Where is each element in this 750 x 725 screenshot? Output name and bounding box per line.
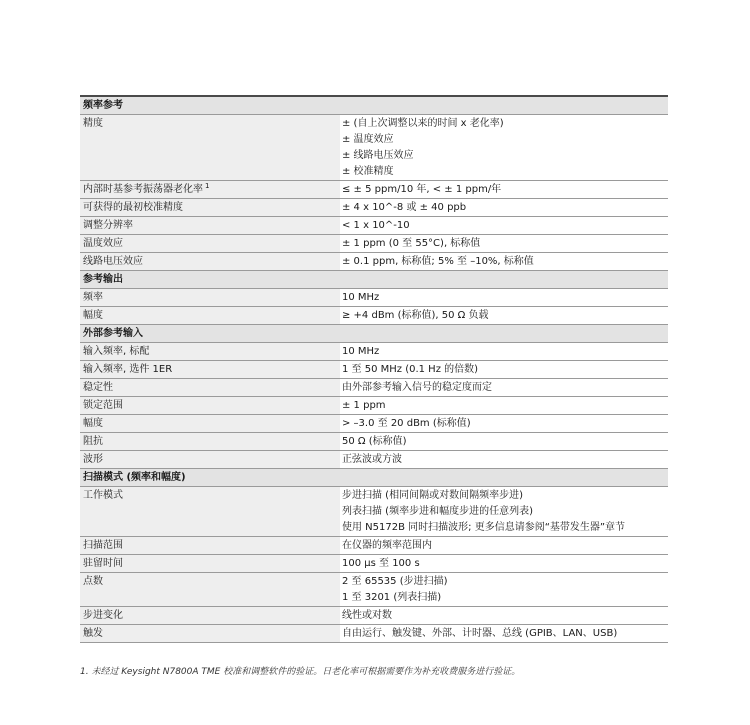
spec-value: ± 1 ppm <box>342 400 386 411</box>
spec-value-cell <box>340 537 668 555</box>
spec-label: 点数 <box>83 576 103 587</box>
spec-value: ± 1 ppm (0 至 55°C), 标称值 <box>342 238 481 249</box>
spec-label: 可获得的最初校准精度 <box>83 202 183 213</box>
spec-value: ± 0.1 ppm, 标称值; 5% 至 –10%, 标称值 <box>342 256 534 267</box>
spec-label: 稳定性 <box>83 382 113 393</box>
spec-value: 自由运行、触发键、外部、计时器、总线 (GPIB、LAN、USB) <box>342 628 618 639</box>
spec-label-cell <box>80 379 340 397</box>
spec-label-cell <box>80 397 340 415</box>
spec-row <box>80 289 668 307</box>
spec-value: ± 线路电压效应 <box>342 150 414 161</box>
spec-label-cell <box>80 307 340 325</box>
section-title: 扫描模式 (频率和幅度) <box>80 469 668 487</box>
spec-row <box>80 451 668 469</box>
spec-value: ≥ +4 dBm (标称值), 50 Ω 负载 <box>342 310 489 321</box>
spec-label-cell <box>80 555 340 573</box>
spec-row <box>80 115 668 181</box>
section-title: 频率参考 <box>80 96 668 115</box>
spec-row <box>80 307 668 325</box>
spec-label-cell <box>80 343 340 361</box>
spec-label-cell <box>80 537 340 555</box>
spec-value: 使用 N5172B 同时扫描波形; 更多信息请参阅“基带发生器”章节 <box>342 522 626 533</box>
spec-label: 驻留时间 <box>83 558 123 569</box>
spec-value-cell <box>340 487 668 537</box>
spec-value-cell <box>340 415 668 433</box>
spec-value: ± (自上次调整以来的时间 x 老化率) <box>342 118 504 129</box>
spec-value-cell <box>340 181 668 199</box>
spec-value: ≤ ± 5 ppm/10 年, < ± 1 ppm/年 <box>342 184 502 195</box>
spec-label-cell <box>80 199 340 217</box>
spec-label: 波形 <box>83 454 103 465</box>
spec-value: 1 至 3201 (列表扫描) <box>342 592 442 603</box>
spec-value: 1 至 50 MHz (0.1 Hz 的倍数) <box>342 364 479 375</box>
spec-label: 幅度 <box>83 418 103 429</box>
spec-row <box>80 397 668 415</box>
spec-row <box>80 573 668 607</box>
spec-value: 线性或对数 <box>342 610 392 621</box>
spec-label: 步进变化 <box>83 610 123 621</box>
spec-value-cell <box>340 307 668 325</box>
spec-value: 10 MHz <box>342 292 380 303</box>
spec-row <box>80 217 668 235</box>
spec-value: 50 Ω (标称值) <box>342 436 407 447</box>
spec-value: 由外部参考输入信号的稳定度而定 <box>342 382 492 393</box>
spec-label: 幅度 <box>83 310 103 321</box>
spec-value-cell <box>340 379 668 397</box>
spec-label-cell <box>80 451 340 469</box>
spec-label: 触发 <box>83 628 103 639</box>
spec-value-cell <box>340 573 668 607</box>
spec-value: ± 4 x 10^-8 或 ± 40 ppb <box>342 202 467 213</box>
spec-label: 线路电压效应 <box>83 256 143 267</box>
section-header <box>80 271 668 289</box>
spec-row <box>80 343 668 361</box>
spec-label: 扫描范围 <box>83 540 123 551</box>
spec-value-cell <box>340 343 668 361</box>
footnote: 1. 未经过 Keysight N7800A TME 校准和调整软件的验证。日老化率可根据需要作为补充收费服务进行验证。 <box>80 667 521 677</box>
spec-value: > –3.0 至 20 dBm (标称值) <box>342 418 471 429</box>
spec-label-cell <box>80 433 340 451</box>
spec-value-cell <box>340 433 668 451</box>
spec-row <box>80 555 668 573</box>
spec-value: 2 至 65535 (步进扫描) <box>342 576 448 587</box>
spec-value: < 1 x 10^-10 <box>342 220 410 231</box>
spec-row <box>80 607 668 625</box>
spec-label-cell <box>80 217 340 235</box>
spec-label-cell <box>80 625 340 643</box>
section-title: 外部参考输入 <box>80 325 668 343</box>
spec-row <box>80 415 668 433</box>
spec-label-cell <box>80 361 340 379</box>
spec-value: 在仪器的频率范围内 <box>342 540 432 551</box>
spec-value-cell <box>340 253 668 271</box>
spec-label-cell <box>80 115 340 181</box>
spec-table <box>80 95 668 643</box>
spec-label: 温度效应 <box>83 238 123 249</box>
spec-label-cell <box>80 607 340 625</box>
spec-label: 锁定范围 <box>83 400 123 411</box>
spec-value: 步进扫描 (相同间隔或对数间隔频率步进) <box>342 490 523 501</box>
spec-row <box>80 361 668 379</box>
spec-value-cell <box>340 199 668 217</box>
spec-label: 精度 <box>83 118 103 129</box>
spec-value-cell <box>340 115 668 181</box>
spec-value-cell <box>340 625 668 643</box>
spec-row <box>80 433 668 451</box>
section-header <box>80 325 668 343</box>
spec-value: ± 校准精度 <box>342 166 394 177</box>
spec-value-cell <box>340 397 668 415</box>
spec-row <box>80 235 668 253</box>
spec-label: 阻抗 <box>83 436 103 447</box>
spec-value: 列表扫描 (频率步进和幅度步进的任意列表) <box>342 506 533 517</box>
section-header <box>80 469 668 487</box>
spec-row <box>80 625 668 643</box>
spec-value-cell <box>340 289 668 307</box>
spec-label: 调整分辨率 <box>83 220 133 231</box>
spec-label-cell <box>80 253 340 271</box>
spec-value-cell <box>340 607 668 625</box>
footnote-marker: 1 <box>205 182 210 190</box>
spec-row <box>80 487 668 537</box>
spec-value-cell <box>340 451 668 469</box>
spec-label: 内部时基参考振荡器老化率 <box>83 184 203 195</box>
spec-row <box>80 379 668 397</box>
spec-value: 正弦波或方波 <box>342 454 402 465</box>
spec-label-cell <box>80 289 340 307</box>
spec-label: 输入频率, 标配 <box>83 346 150 357</box>
spec-label: 输入频率, 选件 1ER <box>83 364 173 375</box>
spec-label-cell <box>80 415 340 433</box>
spec-label-cell <box>80 573 340 607</box>
spec-table-body <box>80 96 668 643</box>
spec-row <box>80 181 668 199</box>
spec-row <box>80 199 668 217</box>
spec-value: 10 MHz <box>342 346 380 357</box>
spec-value-cell <box>340 217 668 235</box>
spec-label-cell <box>80 181 340 199</box>
spec-value-cell <box>340 235 668 253</box>
spec-value-cell <box>340 361 668 379</box>
section-header <box>80 96 668 115</box>
spec-value-cell <box>340 555 668 573</box>
spec-value: ± 温度效应 <box>342 134 394 145</box>
section-title: 参考输出 <box>80 271 668 289</box>
spec-label-cell <box>80 487 340 537</box>
spec-value: 100 μs 至 100 s <box>342 558 420 569</box>
spec-label: 工作模式 <box>83 490 123 501</box>
spec-label: 频率 <box>83 292 103 303</box>
spec-row <box>80 253 668 271</box>
spec-row <box>80 537 668 555</box>
spec-label-cell <box>80 235 340 253</box>
